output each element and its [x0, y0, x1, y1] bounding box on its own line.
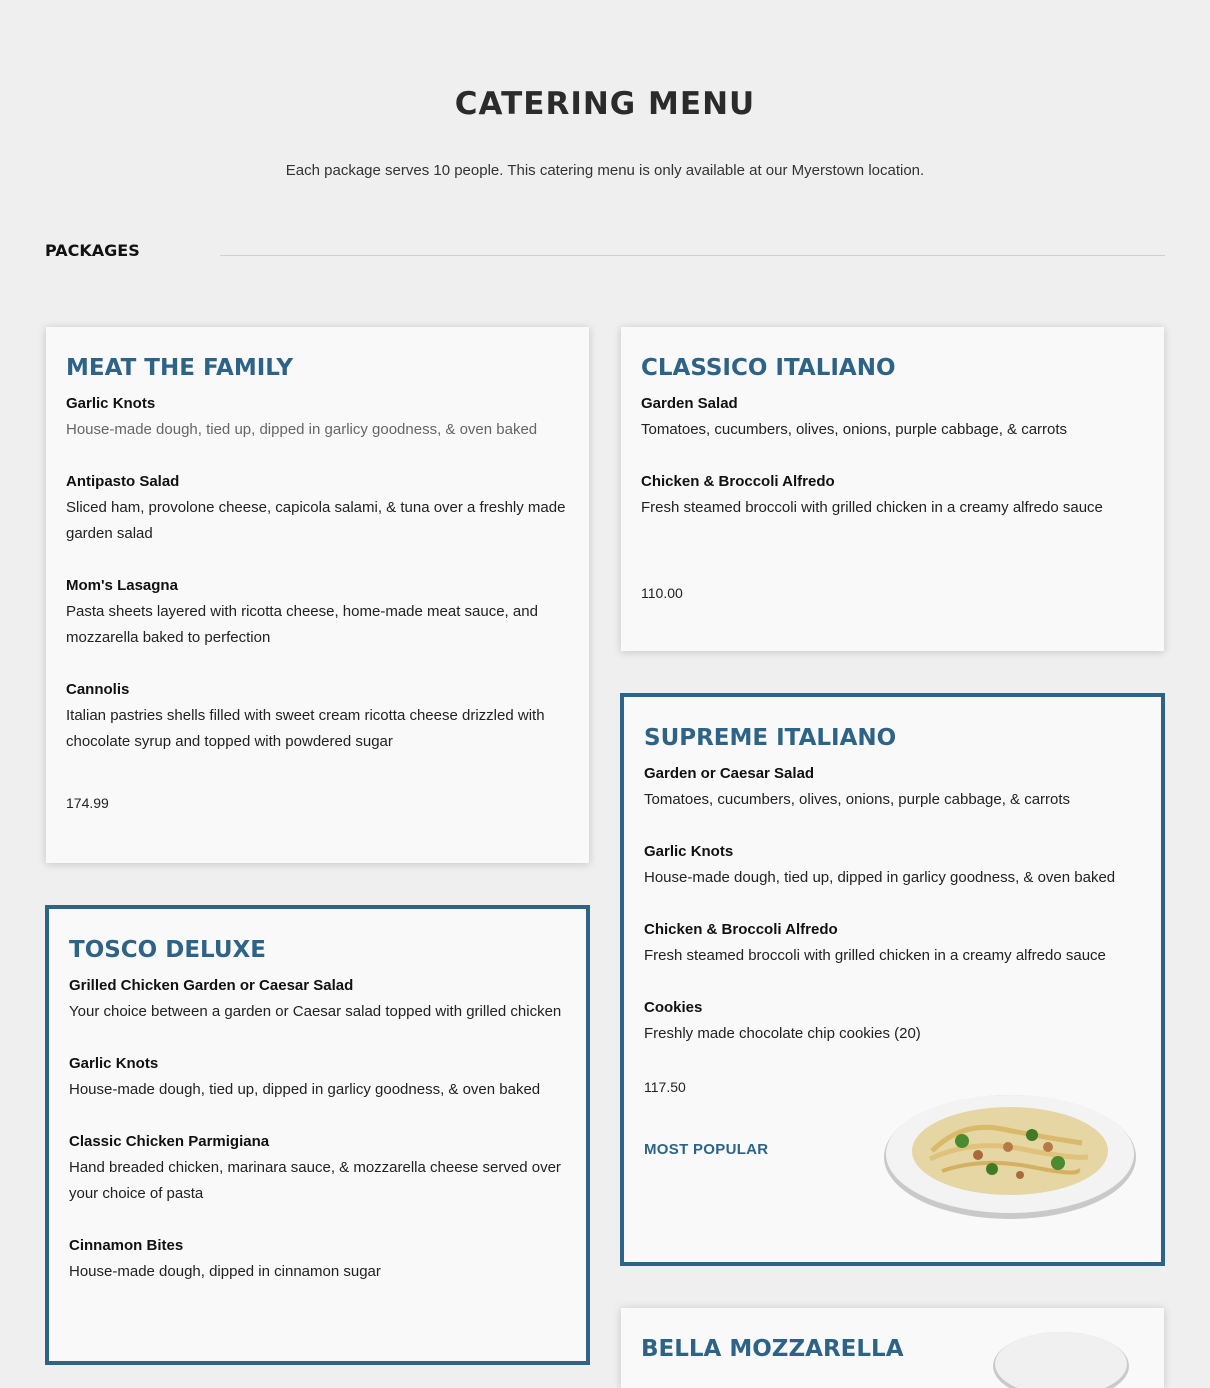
- package-card-bella-mozzarella: [621, 1308, 1164, 1388]
- menu-item-description: Fresh steamed broccoli with grilled chicken in a creamy alfredo sauce: [641, 499, 1103, 516]
- package-title: CLASSICO ITALIANO: [641, 355, 896, 381]
- menu-item-description: House-made dough, dipped in cinnamon sugar: [69, 1263, 381, 1280]
- menu-item-name: Classic Chicken Parmigiana: [69, 1133, 270, 1150]
- package-title: SUPREME ITALIANO: [644, 725, 897, 751]
- menu-item-name: Antipasto Salad: [66, 473, 180, 490]
- menu-item-name: Grilled Chicken Garden or Caesar Salad: [69, 977, 354, 994]
- menu-item-name: Chicken & Broccoli Alfredo: [641, 473, 835, 490]
- menu-item-name: Garlic Knots: [644, 843, 734, 860]
- menu-item-description: Fresh steamed broccoli with grilled chicken in a creamy alfredo sauce: [644, 947, 1106, 964]
- menu-item-description: Tomatoes, cucumbers, olives, onions, purple cabbage, & carrots: [644, 791, 1071, 808]
- menu-item-name: Garlic Knots: [69, 1055, 159, 1072]
- most-popular-badge: MOST POPULAR: [644, 1141, 769, 1158]
- package-title: BELLA MOZZARELLA: [641, 1336, 904, 1362]
- menu-item-name: Chicken & Broccoli Alfredo: [644, 921, 838, 938]
- menu-item-description: Pasta sheets layered with ricotta cheese, home-made meat sauce, and mozzarella baked to perfection: [66, 603, 538, 646]
- package-card-classico-italiano: [621, 327, 1164, 651]
- menu-item-description: House-made dough, tied up, dipped in garlicy goodness, & oven baked: [644, 869, 1116, 886]
- section-label-packages: PACKAGES: [45, 241, 140, 260]
- menu-item-name: Garden Salad: [641, 395, 738, 412]
- menu-item-description: Freshly made chocolate chip cookies (20): [644, 1025, 921, 1042]
- package-title: TOSCO DELUXE: [69, 937, 267, 963]
- menu-item-description: Sliced ham, provolone cheese, capicola salami, & tuna over a freshly made garden salad: [66, 499, 566, 542]
- section-divider: [220, 255, 1165, 256]
- menu-item-name: Garlic Knots: [66, 395, 156, 412]
- package-card-tosco-deluxe: [45, 905, 590, 1365]
- page-title: CATERING MENU: [454, 86, 756, 122]
- menu-item-description: Tomatoes, cucumbers, olives, onions, purple cabbage, & carrots: [641, 421, 1068, 438]
- pasta-dish-image: [991, 1330, 1131, 1388]
- menu-item-name: Cinnamon Bites: [69, 1237, 184, 1254]
- menu-item-name: Garden or Caesar Salad: [644, 765, 815, 782]
- menu-item-description: Italian pastries shells filled with sweet cream ricotta cheese drizzled with chocolate syrup and topped with powdered sugar: [66, 707, 545, 750]
- menu-item-name: Cookies: [644, 999, 703, 1016]
- package-price: 174.99: [66, 795, 109, 811]
- menu-item-description: House-made dough, tied up, dipped in garlicy goodness, & oven baked: [66, 421, 538, 438]
- menu-item-description: Your choice between a garden or Caesar salad topped with grilled chicken: [69, 1003, 562, 1020]
- package-price: 117.50: [644, 1079, 686, 1095]
- pasta-dish-image: [882, 1091, 1138, 1221]
- package-price: 110.00: [641, 585, 683, 601]
- package-card-meat-the-family: [46, 327, 589, 863]
- menu-item-description: Hand breaded chicken, marinara sauce, & mozzarella cheese served over your choice of pasta: [69, 1159, 561, 1202]
- menu-item-name: Mom's Lasagna: [66, 577, 178, 594]
- menu-item-description: House-made dough, tied up, dipped in garlicy goodness, & oven baked: [69, 1081, 541, 1098]
- package-title: MEAT THE FAMILY: [66, 355, 294, 381]
- page-subtitle: Each package serves 10 people. This catering menu is only available at our Myerstown location.: [285, 162, 925, 179]
- package-card-supreme-italiano: [620, 693, 1165, 1266]
- menu-item-name: Cannolis: [66, 681, 130, 698]
